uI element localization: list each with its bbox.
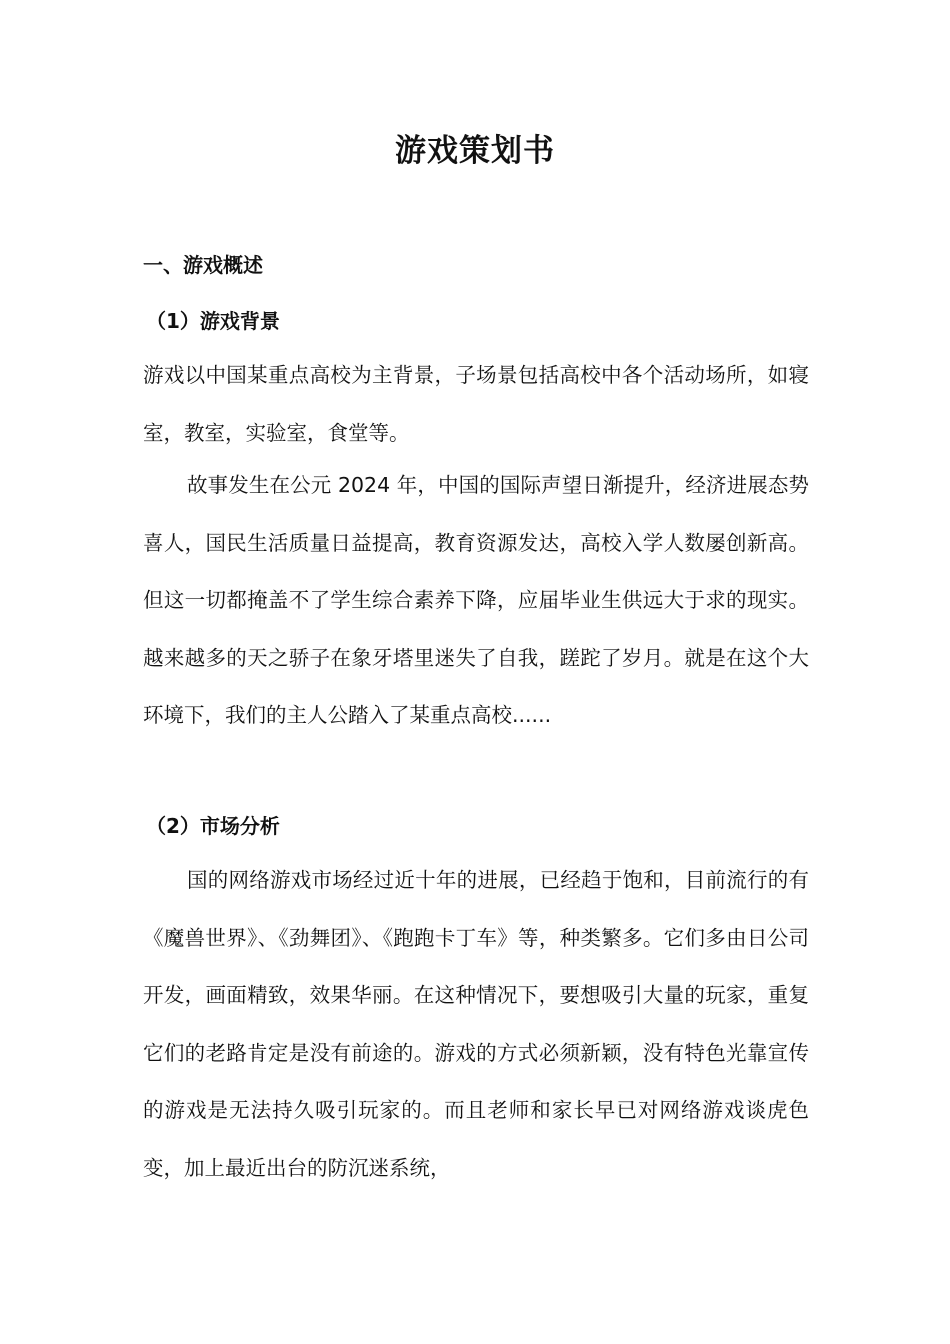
paragraph-market-analysis: 国的网络游戏市场经过近十年的进展，已经趋于饱和，目前流行的有《魔兽世界》、《劲舞团》、《跑跑卡丁车》等，种类繁多。它们多由日公司开发，画面精致，效果华丽。在这种情况下，要想吸引大量的玩家，重复它们的老路肯定是没有前途的。游戏的方式必须新颖，没有特色光靠宣传的游戏是无法持久吸引玩家的。而且老师和家长早已对网络游戏谈虎色变，加上最近出台的防沉迷系统， <box>143 868 809 1180</box>
section-heading-overview: 一、游戏概述 <box>143 253 263 277</box>
document-title: 游戏策划书 <box>395 133 555 169</box>
paragraph-background-story: 故事发生在公元 2024 年，中国的国际声望日渐提升，经济进展态势喜人，国民生活质量日益提高，教育资源发达，高校入学人数屡创新高。但这一切都掩盖不了学生综合素养下降，应届毕业生供远大于求的现实。越来越多的天之骄子在象牙塔里迷失了自我，蹉跎了岁月。就是在这个大环境下，我们的主人公踏入了某重点高校...... <box>143 473 809 727</box>
paragraph-background-setting: 游戏以中国某重点高校为主背景，子场景包括高校中各个活动场所，如寝室，教室，实验室，食堂等。 <box>143 363 809 445</box>
subsection-heading-background: （1）游戏背景 <box>146 309 280 333</box>
subsection-heading-market: （2）市场分析 <box>146 814 280 838</box>
